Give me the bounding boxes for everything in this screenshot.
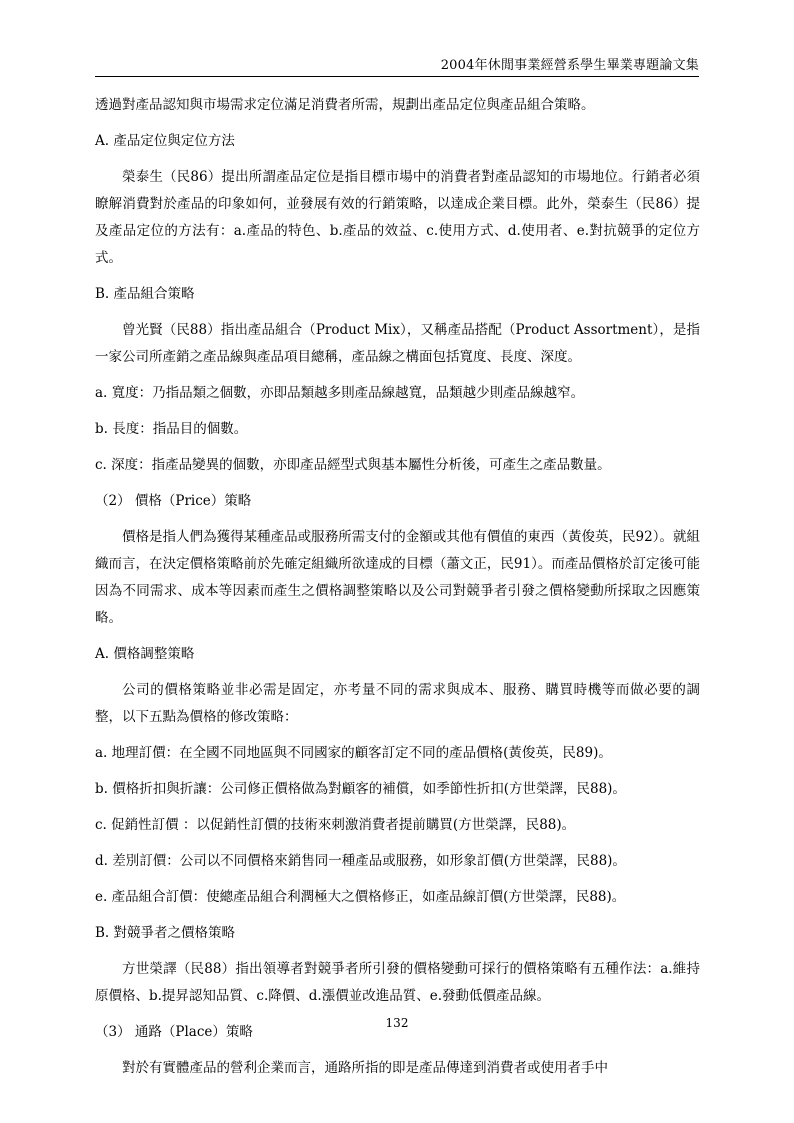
paragraph-price-adjustment: 公司的價格策略並非必需是固定，亦考量不同的需求與成本、服務、購買時機等而做必要的調整，以下五點為價格的修改策略： [95, 682, 700, 725]
list-item-discriminatory-pricing: d. 差別訂價：公司以不同價格來銷售同一種產品或服務，如形象訂價(方世榮譯，民88)。 [95, 853, 626, 869]
page-number: 132 [385, 1016, 409, 1030]
heading-price-adjustment: A. 價格調整策略 [95, 646, 195, 662]
paragraph-intro: 透過對產品認知與市場需求定位滿足消費者所需，規劃出產品定位與產品組合策略。 [95, 97, 595, 113]
paragraph-place: 對於有實體產品的營利企業而言，通路所指的即是產品傳達到消費者或使用者手中 [122, 1060, 608, 1076]
heading-positioning: A. 產品定位與定位方法 [95, 133, 235, 149]
paragraph-competitor-pricing: 方世榮譯（民88）指出領導者對競爭者所引發的價格變動可採行的價格策略有五種作法：a.維持原價格、b.提昇認知品質、c.降價、d.漲價並改進品質、e.發動低價產品線。 [95, 961, 700, 1004]
list-item-width: a. 寬度：乃指品類之個數，亦即品類越多則產品線越寬，品類越少則產品線越窄。 [95, 385, 585, 401]
list-item-discount: b. 價格折扣與折讓：公司修正價格做為對顧客的補償，如季節性折扣(方世榮譯，民88)。 [95, 781, 626, 797]
list-item-promotional-pricing: c. 促銷性訂價 ：以促銷性訂價的技術來刺激消費者提前購買(方世榮譯，民88)。 [95, 817, 576, 833]
header-rule [95, 76, 699, 77]
heading-place-strategy: （3） 通路（Place）策略 [95, 1024, 253, 1040]
heading-price-strategy: （2） 價格（Price）策略 [95, 493, 252, 509]
heading-competitor-pricing: B. 對競爭者之價格策略 [95, 925, 236, 941]
paragraph-product-mix: 曾光賢（民88）指出產品組合（Product Mix），又稱產品搭配（Product Assortment），是指一家公司所產銷之產品線與產品項目總稱，產品線之構面包括寬度、長度、深度。 [95, 322, 700, 365]
list-item-geographic-pricing: a. 地理訂價：在全國不同地區與不同國家的顧客訂定不同的產品價格(黃俊英，民89)。 [95, 745, 612, 761]
paragraph-price: 價格是指人們為獲得某種產品或服務所需支付的金額或其他有價值的東西（黃俊英，民92）。就組織而言，在決定價格策略前於先確定組織所欲達成的目標（蕭文正，民91）。而產品價格於訂定後可能因為不同需求、成本等因素而產生之價格調整策略以及公司對競爭者引發之價格變動所採取之因應策略。 [95, 529, 700, 626]
list-item-depth: c. 深度：指產品變異的個數，亦即產品經型式與基本屬性分析後，可產生之產品數量。 [95, 457, 611, 473]
paragraph-positioning: 榮泰生（民86）提出所謂產品定位是指目標市場中的消費者對產品認知的市場地位。行銷者必須瞭解消費對於產品的印象如何，並發展有效的行銷策略，以達成企業目標。此外，榮泰生（民86）提及產品定位的方法有：a.產品的特色、b.產品的效益、c.使用方式、d.使用者、e.對抗競爭的定位方式。 [95, 169, 700, 266]
list-item-length: b. 長度：指品目的個數。 [95, 421, 248, 437]
list-item-product-mix-pricing: e. 產品組合訂價：使總產品組合利潤極大之價格修正，如產品線訂價(方世榮譯，民88)。 [95, 889, 626, 905]
page-body [95, 92, 700, 1082]
heading-product-mix: B. 產品組合策略 [95, 286, 195, 302]
running-header: 2004年休閒事業經營系學生畢業專題論文集 [440, 58, 699, 73]
